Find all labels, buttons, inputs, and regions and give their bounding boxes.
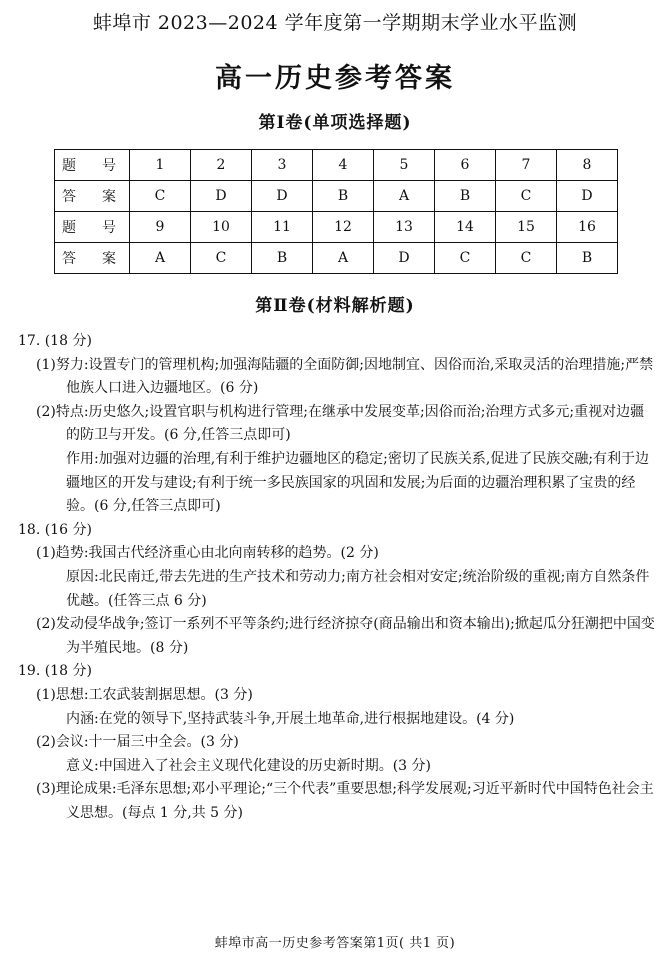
question-19-part-1: (1)思想:工农武装割据思想。(3 分) [36,686,253,703]
row-label-answer: 答 案 [55,243,130,274]
exam-title: 蚌埠市 2023—2024 学年度第一学期期末学业水平监测 [92,12,578,34]
question-number: 2 [191,150,252,181]
answer-cell: C [435,243,496,274]
question-number: 7 [496,150,557,181]
question-18-part-1-reason: 原因:北民南迁,带去先进的生产技术和劳动力;南方社会相对安定;统治阶级的重视;南方自然条件优越。(任答三点 6 分) [66,568,650,609]
question-number: 13 [374,212,435,243]
table-row [55,181,618,212]
question-number: 11 [252,212,313,243]
question-number: 5 [374,150,435,181]
question-19-part-2-significance: 意义:中国进入了社会主义现代化建设的历史新时期。(3 分) [66,757,431,774]
row-label-number: 题 号 [55,150,130,181]
answer-cell: A [313,243,374,274]
answer-cell: B [557,243,618,274]
question-18-part-1: (1)趋势:我国古代经济重心由北向南转移的趋势。(2 分) [36,545,379,562]
question-number: 6 [435,150,496,181]
table-row [55,150,618,181]
page-footer: 蚌埠市高一历史参考答案第1页( 共1 页) [214,936,456,951]
question-number: 4 [313,150,374,181]
answer-cell: D [374,243,435,274]
question-number: 14 [435,212,496,243]
question-17-title: 17. (18 分) [18,333,92,349]
question-17-part-1: (1)努力:设置专门的管理机构;加强海陆疆的全面防御;因地制宜、因俗而治,采取灵活的治理措施;严禁他族人口进入边疆地区。(6 分) [36,356,654,397]
question-19-part-1-meaning: 内涵:在党的领导下,坚持武装斗争,开展土地革命,进行根据地建设。(4 分) [66,710,515,727]
question-17-part-2: (2)特点:历史悠久;设置官职与机构进行管理;在继承中发展变革;因俗而治;治理方式多元;重视对边疆的防卫与开发。(6 分,任答三点即可) [36,403,645,444]
section1-title: 第Ⅰ卷(单项选择题) [258,113,412,133]
question-18-title: 18. (16 分) [18,521,92,538]
answer-cell: B [252,243,313,274]
table-row [55,243,618,274]
question-19-part-2: (2)会议:十一届三中全会。(3 分) [36,734,239,751]
question-19-title: 19. (18 分) [18,663,92,680]
question-number: 1 [130,150,191,181]
question-number: 16 [557,212,618,243]
answer-cell: C [191,243,252,274]
answer-cell: D [252,181,313,212]
question-number: 15 [496,212,557,243]
question-number: 12 [313,212,374,243]
answer-cell: C [130,181,191,212]
question-18-part-2: (2)发动侵华战争;签订一系列不平等条约;进行经济掠夺(商品输出和资本输出);掀起瓜分狂潮把中国变为半殖民地。(8 分) [36,616,655,656]
page-title: 高一历史参考答案 [215,63,455,94]
answer-cell: B [313,181,374,212]
row-label-number: 题 号 [55,212,130,243]
answer-cell: D [191,181,252,212]
table-row [55,212,618,243]
question-number: 3 [252,150,313,181]
answer-cell: A [130,243,191,274]
answer-cell: A [374,181,435,212]
answer-body [18,330,658,825]
question-number: 8 [557,150,618,181]
answer-cell: D [557,181,618,212]
question-number: 9 [130,212,191,243]
answer-cell: B [435,181,496,212]
answer-cell: C [496,181,557,212]
question-17-part-2-effect: 作用:加强对边疆的治理,有利于维护边疆地区的稳定;密切了民族关系,促进了民族交融;有利于边疆地区的开发与建设;有利于统一多民族国家的巩固和发展;为后面的边疆治理积累了宝贵的经验。(6 分,任答三点即可) [66,450,650,515]
section2-title: 第Ⅱ卷(材料解析题) [255,296,415,316]
question-number: 10 [191,212,252,243]
question-19-part-3: (3)理论成果:毛泽东思想;邓小平理论;“三个代表”重要思想;科学发展观;习近平新时代中国特色社会主义思想。(每点 1 分,共 5 分) [36,781,654,821]
row-label-answer: 答 案 [55,181,130,212]
answer-cell: C [496,243,557,274]
answer-table [54,149,618,274]
